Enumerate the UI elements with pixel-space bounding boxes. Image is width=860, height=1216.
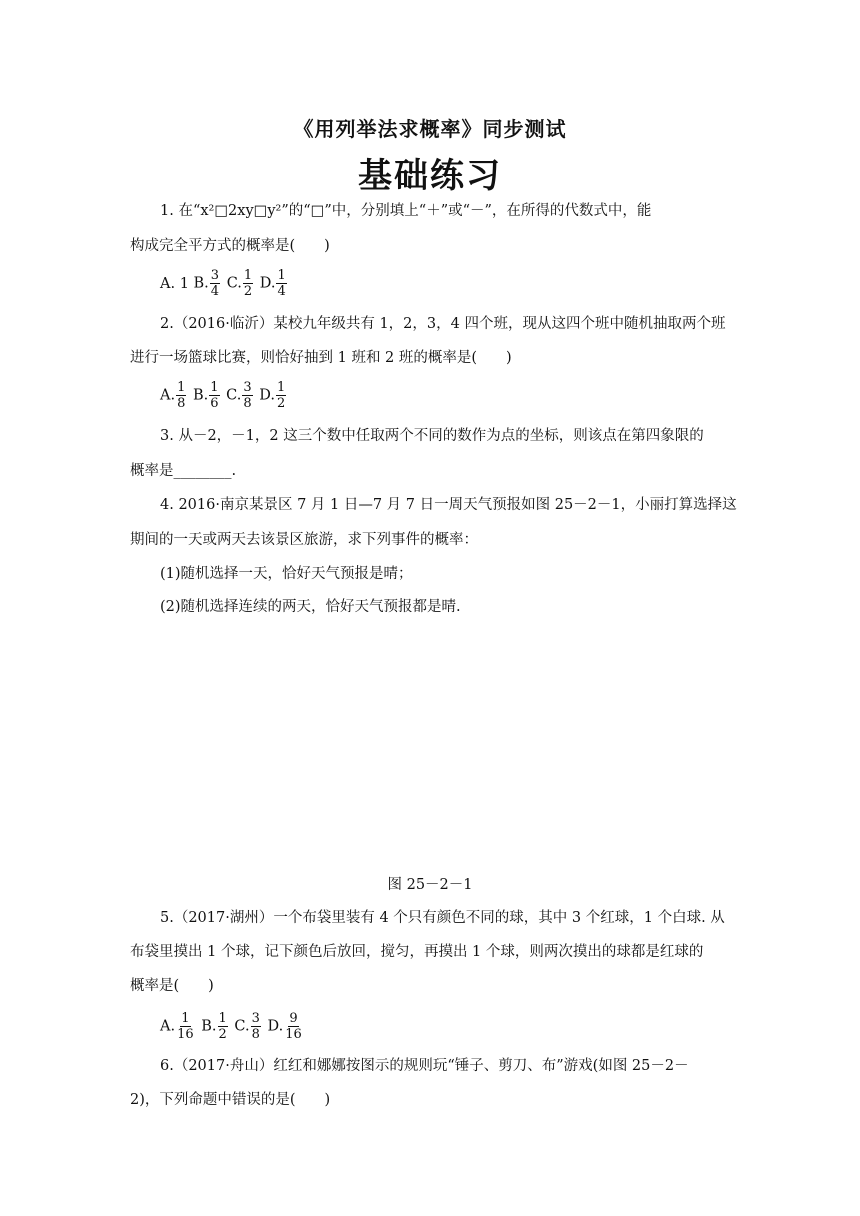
- q2-line1: 2.（2016·临沂）某校九年级共有 1，2，3，4 四个班，现从这四个班中随机抽取两个班: [160, 316, 726, 332]
- q2-option-a: A. $\frac{1}{8}$: [160, 380, 186, 411]
- q2-option-b: B. $\frac{1}{6}$: [192, 380, 219, 411]
- q1-option-d: D. $\frac{1}{4}$: [259, 268, 286, 299]
- q1-line2: 构成完全平方式的概率是( ): [130, 238, 330, 254]
- q2-option-c: C. $\frac{3}{8}$: [226, 380, 252, 411]
- q6-line1: 6.（2017·舟山）红红和娜娜按图示的规则玩“锤子、剪刀、布”游戏(如图 25－2－: [160, 1058, 689, 1074]
- q4-sub1: (1)随机选择一天，恰好天气预报是晴；: [160, 566, 413, 582]
- q1-option-b: B. $\frac{3}{4}$: [193, 268, 220, 299]
- q5-option-b: B. $\frac{1}{2}$: [201, 1011, 227, 1042]
- q1-line1: 1. 在“x²□2xy□y²”的“□”中，分别填上“＋”或“－”，在所得的代数式中，能: [160, 203, 652, 219]
- q5-line2: 布袋里摸出 1 个球，记下颜色后放回，搅匀，再摸出 1 个球，则两次摸出的球都是红球的: [130, 944, 704, 960]
- page-title: 《用列举法求概率》同步测试: [293, 117, 567, 141]
- q5-options: [160, 1011, 305, 1042]
- q4-sub2: (2)随机选择连续的两天，恰好天气预报都是晴.: [160, 599, 461, 615]
- q2-line2: 进行一场篮球比赛，则恰好抽到 1 班和 2 班的概率是( ): [130, 350, 512, 366]
- q2-options: [160, 380, 288, 411]
- q5-line3: 概率是( ): [130, 978, 214, 994]
- figure-placeholder: [130, 625, 730, 865]
- q5-option-a: A. $\frac{1}{16}$: [160, 1011, 194, 1042]
- q3-line2: 概率是________.: [130, 463, 237, 479]
- q5-option-d: D. $\frac{9}{16}$: [267, 1011, 302, 1042]
- q1-options: [160, 268, 289, 299]
- q6-line2: 2)，下列命题中错误的是( ): [130, 1092, 331, 1108]
- q4-line1: 4. 2016·南京某景区 7 月 1 日—7 月 7 日一周天气预报如图 25－2－1，小丽打算选择这: [160, 497, 737, 513]
- q3-line1: 3. 从－2，－1，2 这三个数中任取两个不同的数作为点的坐标，则该点在第四象限的: [160, 428, 704, 444]
- q2-option-d: D. $\frac{1}{2}$: [259, 380, 286, 411]
- q5-option-c: C. $\frac{3}{8}$: [234, 1011, 260, 1042]
- q1-option-c: C. $\frac{1}{2}$: [226, 268, 253, 299]
- figure-caption: 图 25－2－1: [387, 877, 473, 893]
- q1-option-a: A. 1: [160, 275, 189, 292]
- q5-line1: 5.（2017·湖州）一个布袋里装有 4 个只有颜色不同的球，其中 3 个红球，1 个白球. 从: [160, 910, 725, 926]
- section-heading: 基础练习: [358, 156, 502, 196]
- q4-line2: 期间的一天或两天去该景区旅游，求下列事件的概率：: [130, 532, 478, 548]
